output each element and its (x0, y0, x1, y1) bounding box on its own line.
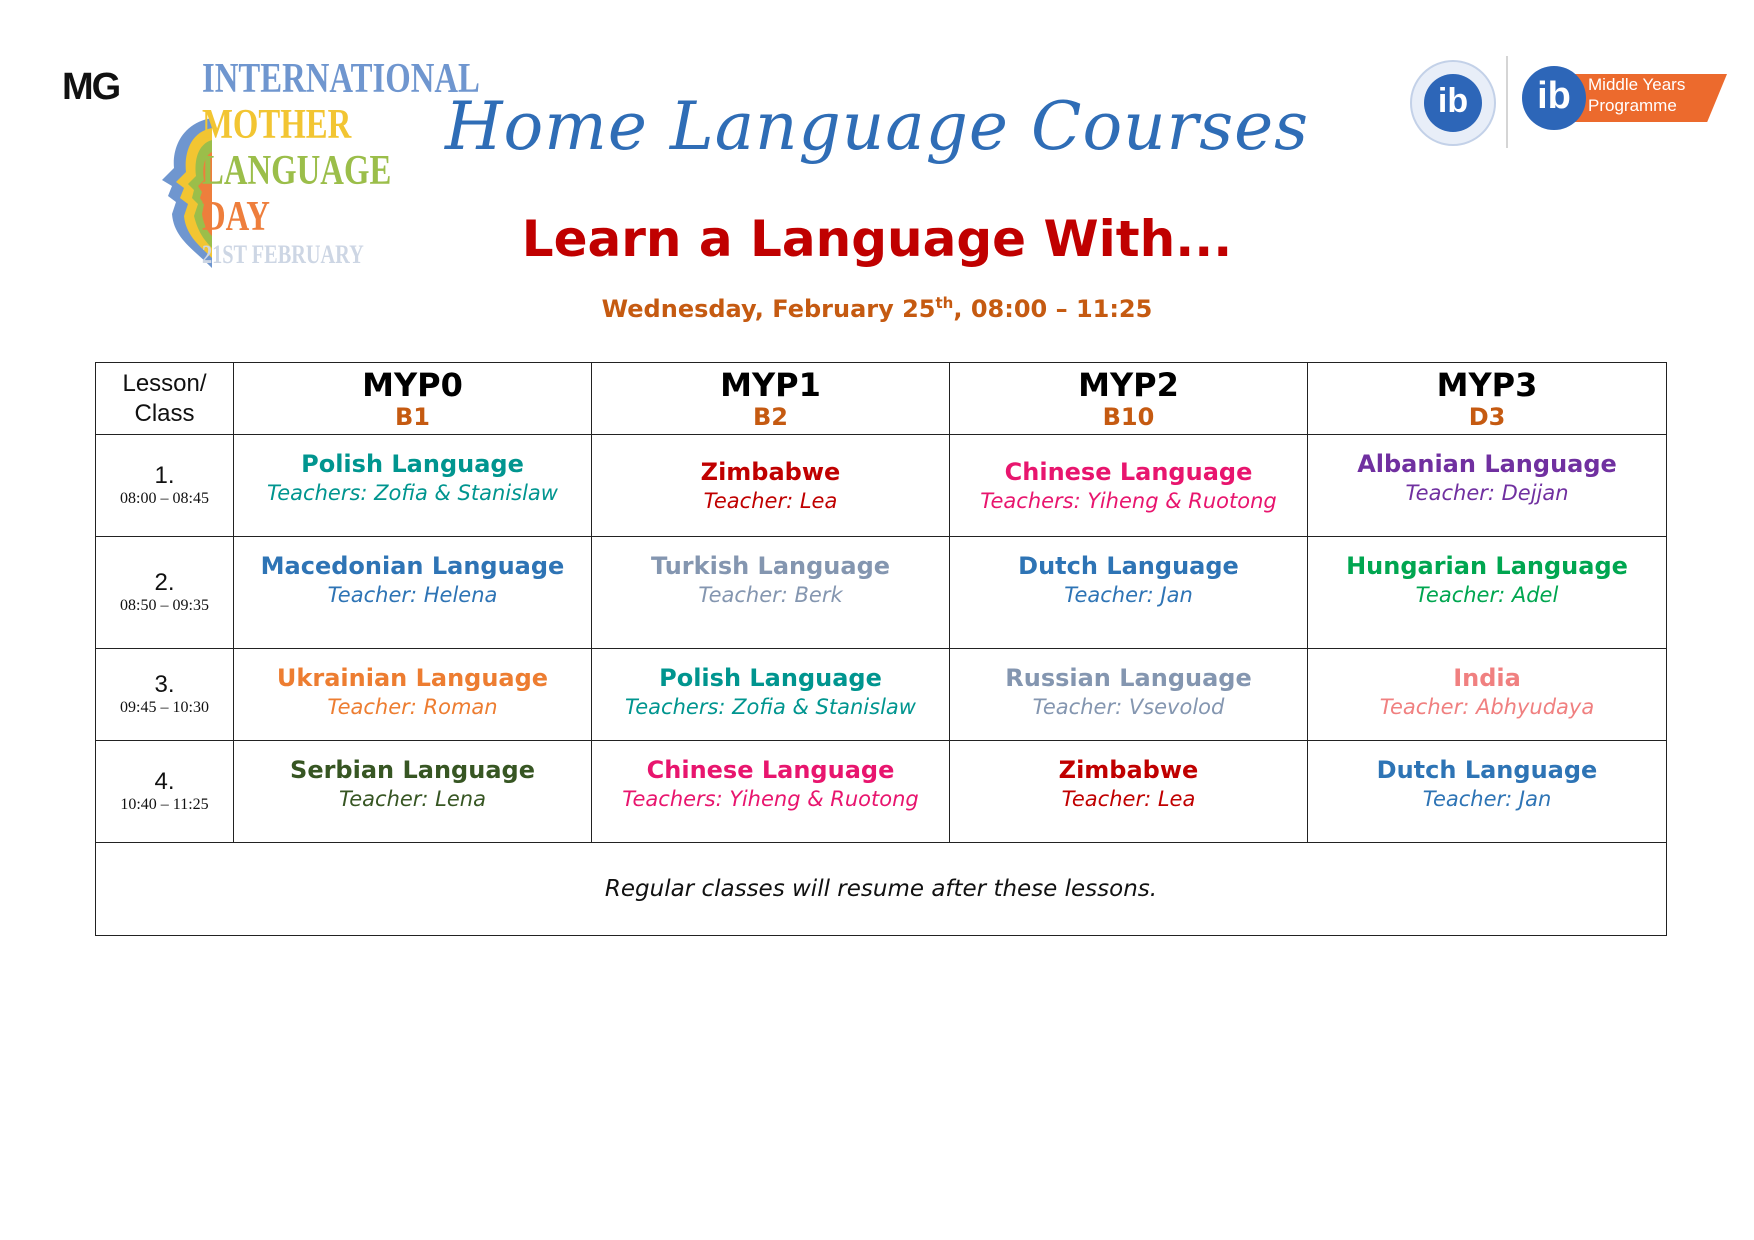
course-name: Polish Language (301, 450, 524, 478)
footer-note: Regular classes will resume after these lessons. (96, 843, 1667, 936)
lesson-row (96, 537, 1667, 649)
course-cell (592, 649, 950, 741)
ib-seal-mark: ib (1424, 74, 1482, 132)
teacher-name: Teacher: Abhyudaya (1379, 695, 1595, 719)
lesson-number: 4. (154, 767, 175, 795)
course-name: Turkish Language (650, 552, 891, 580)
course-cell (234, 741, 592, 843)
imld-line-mother: MOTHER (202, 102, 352, 148)
lesson-row (96, 435, 1667, 537)
header-row (96, 363, 1667, 435)
lesson-cell (96, 537, 234, 649)
grade-label: MYP2 (1078, 365, 1179, 404)
room-label: B1 (395, 402, 430, 431)
lesson-number: 1. (154, 461, 175, 489)
date-prefix: Wednesday, February 25 (601, 295, 936, 323)
course-name: Albanian Language (1357, 450, 1617, 478)
course-cell (592, 435, 950, 537)
column-header (950, 363, 1308, 435)
room-label: D3 (1468, 402, 1506, 431)
course-name: Zimbabwe (1058, 756, 1199, 784)
course-name: Macedonian Language (260, 552, 565, 580)
corner-line-2: Class (134, 399, 195, 427)
course-name: Hungarian Language (1346, 552, 1628, 580)
teacher-name: Teacher: Helena (327, 583, 498, 607)
date-ordinal: th (935, 294, 954, 312)
course-cell (950, 649, 1308, 741)
date-time: , 08:00 – 11:25 (953, 295, 1153, 323)
lesson-number: 3. (154, 670, 175, 698)
course-name: Serbian Language (290, 756, 535, 784)
room-label: B10 (1102, 402, 1155, 431)
course-name: Polish Language (659, 664, 882, 692)
corner-line-1: Lesson/ (122, 369, 207, 397)
teacher-name: Teachers: Zofia & Stanislaw (625, 695, 916, 719)
teacher-name: Teacher: Berk (698, 583, 843, 607)
teacher-name: Teacher: Lea (703, 488, 838, 513)
myp-line-2: Programme (1588, 96, 1677, 115)
room-label: B2 (753, 402, 788, 431)
myp-line-1: Middle Years (1588, 75, 1686, 94)
imld-line-language: LANGUAGE (202, 148, 392, 194)
course-name: Chinese Language (646, 756, 895, 784)
teacher-name: Teachers: Yiheng & Ruotong (622, 787, 919, 811)
course-name: Chinese Language (1004, 457, 1253, 486)
lesson-row (96, 649, 1667, 741)
lesson-time: 08:00 – 08:45 (120, 489, 209, 507)
course-name: Ukrainian Language (276, 664, 549, 692)
myp-ib-mark: ib (1522, 66, 1586, 130)
teacher-name: Teacher: Adel (1415, 583, 1559, 607)
course-cell (234, 649, 592, 741)
lesson-cell (96, 435, 234, 537)
course-name: Dutch Language (1376, 756, 1598, 784)
lesson-time: 10:40 – 11:25 (120, 795, 209, 813)
grade-label: MYP0 (362, 365, 463, 404)
lesson-time: 09:45 – 10:30 (120, 698, 209, 716)
course-cell (950, 537, 1308, 649)
teacher-name: Teacher: Roman (327, 695, 498, 719)
course-cell (1308, 741, 1667, 843)
lesson-cell (96, 741, 234, 843)
grade-label: MYP1 (720, 365, 821, 404)
column-header (234, 363, 592, 435)
grade-label: MYP3 (1436, 365, 1538, 404)
course-name: India (1453, 664, 1521, 692)
teacher-name: Teachers: Yiheng & Ruotong (980, 488, 1277, 513)
imld-line-day: DAY (202, 194, 270, 240)
course-cell (950, 741, 1308, 843)
teacher-name: Teacher: Dejjan (1405, 481, 1569, 505)
course-cell (1308, 537, 1667, 649)
teacher-name: Teacher: Jan (1064, 583, 1193, 607)
page-subtitle: Learn a Language With... (521, 210, 1233, 268)
course-name: Russian Language (1005, 664, 1252, 692)
teacher-name: Teacher: Vsevolod (1032, 695, 1225, 719)
imld-line-date: 21ST FEBRUARY (202, 240, 364, 269)
teacher-name: Teacher: Lena (339, 787, 486, 811)
lesson-time: 08:50 – 09:35 (120, 596, 209, 614)
course-cell (234, 537, 592, 649)
lesson-number: 2. (154, 568, 175, 596)
course-cell (950, 435, 1308, 537)
course-name: Dutch Language (1018, 552, 1239, 580)
imld-line-international: INTERNATIONAL (202, 56, 480, 102)
event-date (0, 294, 1754, 323)
teacher-name: Teacher: Lea (1061, 787, 1196, 811)
schedule-table (95, 362, 1667, 936)
lesson-class-header (96, 363, 234, 435)
course-name: Zimbabwe (700, 457, 841, 486)
column-header (592, 363, 950, 435)
course-cell (234, 435, 592, 537)
footer-row (96, 843, 1667, 936)
lesson-cell (96, 649, 234, 741)
course-cell (1308, 435, 1667, 537)
myp-label (1588, 74, 1685, 116)
column-header (1308, 363, 1667, 435)
course-cell (592, 741, 950, 843)
course-cell (592, 537, 950, 649)
page-title: Home Language Courses (444, 88, 1310, 165)
course-cell (1308, 649, 1667, 741)
mg-logo-text: MG (62, 66, 120, 108)
lesson-row (96, 741, 1667, 843)
teacher-name: Teacher: Jan (1422, 787, 1552, 811)
teacher-name: Teachers: Zofia & Stanislaw (267, 481, 558, 505)
